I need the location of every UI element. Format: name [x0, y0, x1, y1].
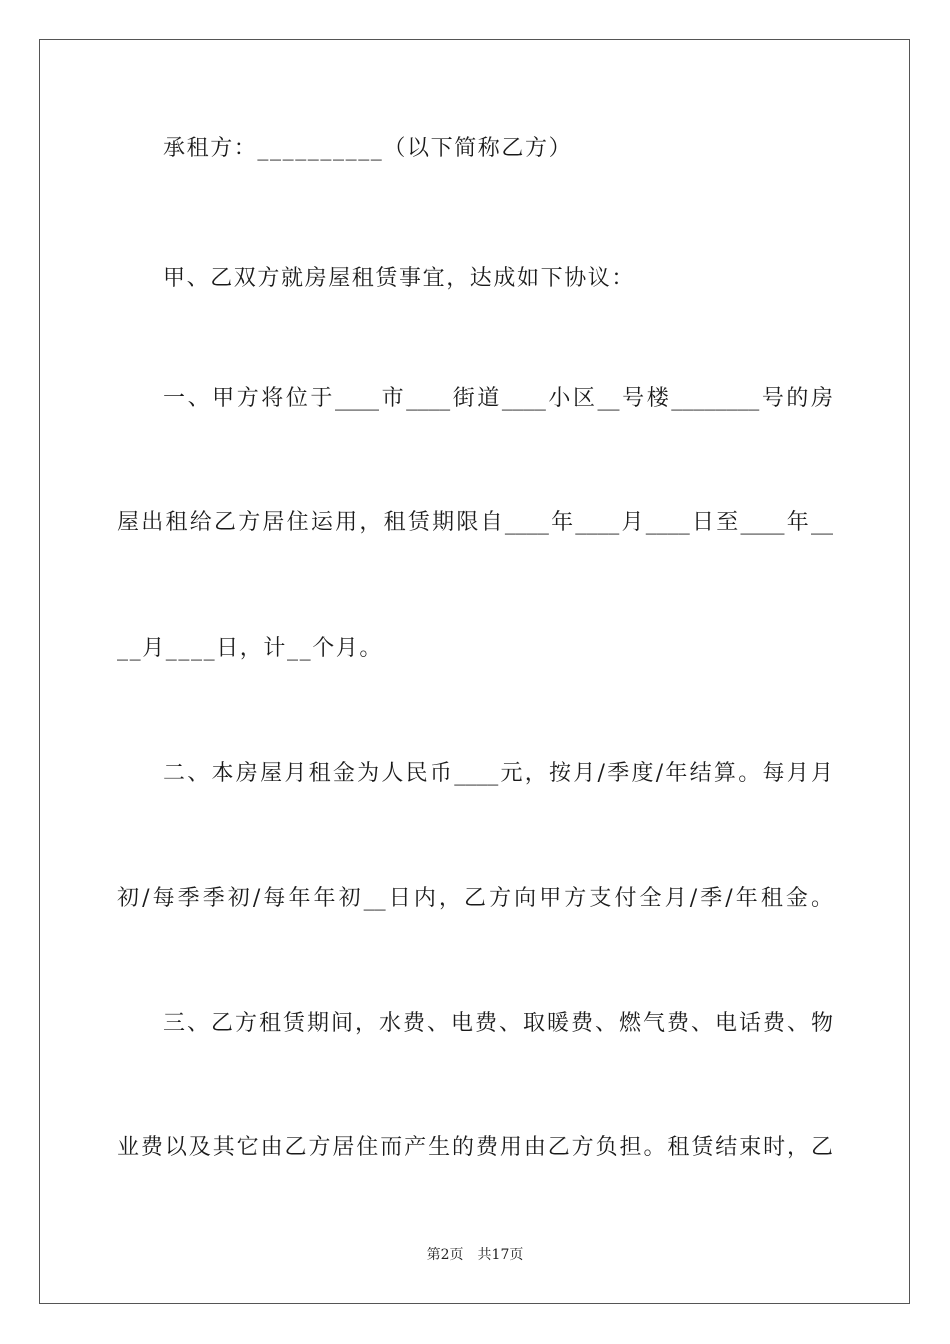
clause-3-line-2: 业费以及其它由乙方居住而产生的费用由乙方负担。租赁结束时，乙 — [117, 1135, 833, 1160]
page-footer — [0, 1246, 950, 1264]
tenant-line: 承租方：__________（以下简称乙方） — [163, 136, 573, 161]
clause-1-line-3: __月____日，计__个月。 — [117, 636, 384, 661]
clause-2-line-1: 二、本房屋月租金为人民币____元，按月/季度/年结算。每月月 — [163, 761, 833, 786]
clause-1-line-1: 一、甲方将位于____市____街道____小区__号楼________号的房 — [163, 386, 833, 411]
page-border — [39, 39, 910, 1304]
clause-1-line-2: 屋出租给乙方居住运用，租赁期限自____年____月____日至____年__ — [117, 510, 833, 535]
page-number: 第2页 — [426, 1247, 464, 1263]
agreement-intro-line: 甲、乙双方就房屋租赁事宜，达成如下协议： — [163, 266, 636, 291]
page-total: 共17页 — [477, 1247, 524, 1263]
clause-2-line-2: 初/每季季初/每年年初__日内，乙方向甲方支付全月/季/年租金。 — [117, 886, 833, 911]
clause-3-line-1: 三、乙方租赁期间，水费、电费、取暖费、燃气费、电话费、物 — [163, 1011, 833, 1036]
